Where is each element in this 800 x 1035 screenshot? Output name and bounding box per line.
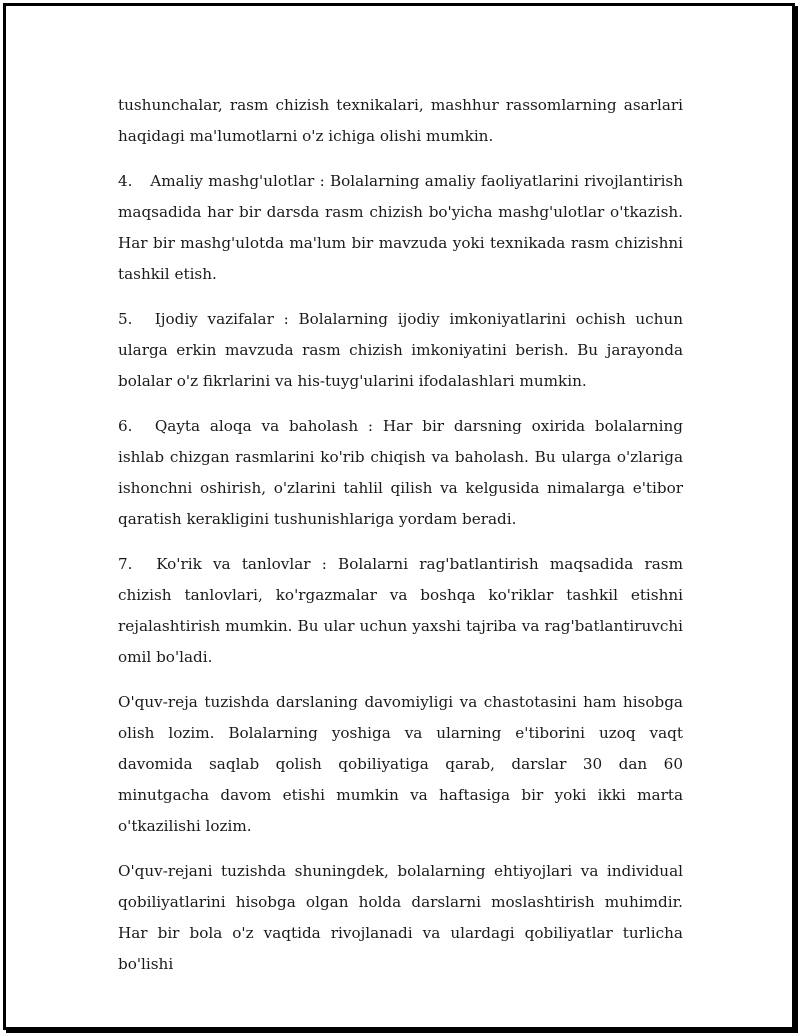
paragraph-lesson-duration	[118, 687, 683, 842]
list-number: 4.	[118, 172, 133, 190]
document-body	[118, 90, 683, 994]
paragraph-individual-needs	[118, 856, 683, 980]
list-number: 7.	[118, 555, 133, 573]
list-item-4	[118, 166, 683, 290]
list-item-5	[118, 304, 683, 397]
paragraph-text: O'quv-reja tuzishda darslaning davomiyligi va chastotasini ham hisobga olish lozim. Bolalarning yoshiga va ularning e'tiborini uzoq vaqt davomida saqlab qolish qobiliyatiga qarab, darslar 30 dan 60 minutgacha davom etishi mumkin va haftasiga bir yoki ikki marta o'tkazilishi lozim.	[118, 693, 683, 835]
paragraph-text: O'quv-rejani tuzishda shuningdek, bolalarning ehtiyojlari va individual qobiliyatlarini hisobga olgan holda darslarni moslashtirish muhimdir. Har bir bola o'z vaqtida rivojlanadi va ulardagi qobiliyatlar turlicha bo'lishi	[118, 862, 683, 973]
list-number: 5.	[118, 310, 133, 328]
list-item-7	[118, 549, 683, 673]
list-item-text: Amaliy mashg'ulotlar : Bolalarning amaliy faoliyatlarini rivojlantirish maqsadida har bir darsda rasm chizish bo'yicha mashg'ulotlar o'tkazish. Har bir mashg'ulotda ma'lum bir mavzuda yoki texnikada rasm chizishni tashkil etish.	[118, 172, 684, 283]
list-item-text: Qayta aloqa va baholash : Har bir darsning oxirida bolalarning ishlab chizgan rasmlarini ko'rib chiqish va baholash. Bu ularga o'zlariga ishonchni oshirish, o'zlarini tahlil qilish va kelgusida nimalarga e'tibor qaratish kerakligini tushunishlariga yordam beradi.	[118, 417, 684, 528]
paragraph-text: tushunchalar, rasm chizish texnikalari, mashhur rassomlarning asarlari haqidagi ma'lumotlarni o'z ichiga olishi mumkin.	[118, 96, 683, 145]
list-item-text: Ijodiy vazifalar : Bolalarning ijodiy imkoniyatlarini ochish uchun ularga erkin mavzuda rasm chizish imkoniyatini berish. Bu jarayonda bolalar o'z fikrlarini va his-tuyg'ularini ifodalashlari mumkin.	[118, 310, 683, 390]
list-item-text: Ko'rik va tanlovlar : Bolalarni rag'batlantirish maqsadida rasm chizish tanlovlari, ko'rgazmalar va boshqa ko'riklar tashkil etishni rejalashtirish mumkin. Bu ular uchun yaxshi tajriba va rag'batlantiruvchi omil bo'ladi.	[118, 555, 683, 666]
list-item-6	[118, 411, 683, 535]
paragraph-continuation	[118, 90, 683, 152]
list-number: 6.	[118, 417, 133, 435]
